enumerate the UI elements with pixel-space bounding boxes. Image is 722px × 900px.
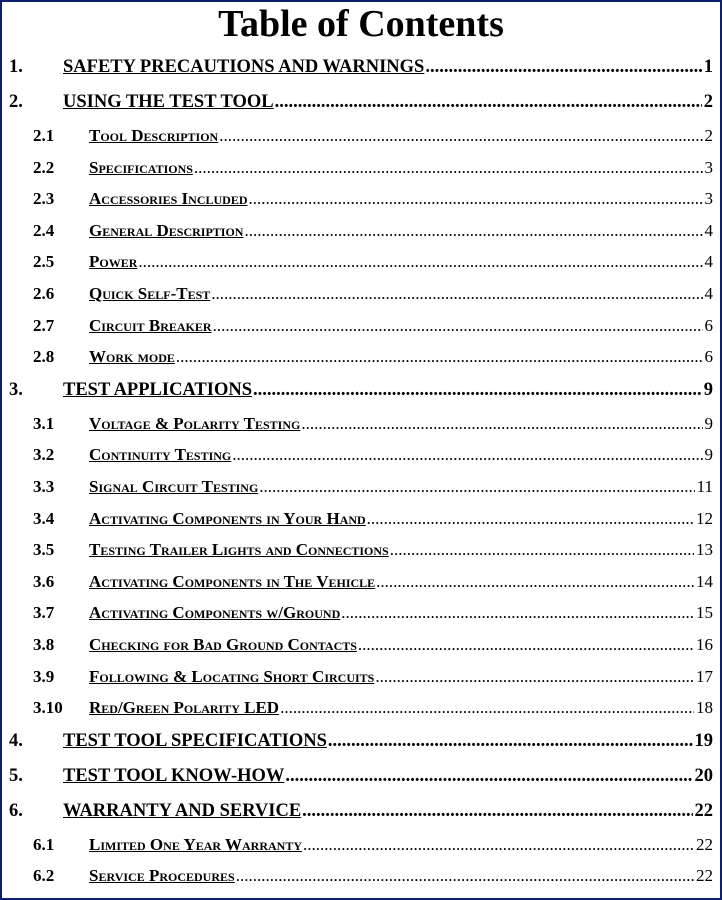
toc-entry-link[interactable]: TEST TOOL SPECIFICATIONS [63, 730, 327, 751]
toc-entry[interactable] [9, 829, 713, 861]
toc-entry-page-number: 11 [696, 476, 713, 496]
toc-entry-link[interactable]: Testing Trailer Lights and Connections [89, 540, 389, 560]
toc-entry[interactable] [9, 50, 713, 85]
toc-entry-link[interactable]: Voltage & Polarity Testing [89, 413, 301, 433]
toc-entry-link[interactable]: General Description [89, 220, 244, 240]
toc-entry-number: 3.1 [33, 413, 55, 433]
toc-entry-number: 2.8 [33, 347, 55, 367]
dot-leader [280, 692, 694, 724]
toc-entry-link[interactable]: Checking for Bad Ground Contacts [89, 634, 357, 654]
toc-entry-link[interactable]: Activating Components in The Vehicle [89, 571, 376, 591]
dot-leader [285, 759, 692, 794]
toc-entry-page-number: 9 [704, 413, 713, 433]
toc-entry-number: 3.9 [33, 666, 55, 686]
toc-entry[interactable] [9, 692, 713, 724]
dot-leader [219, 120, 702, 152]
toc-entry-number: 2.1 [33, 126, 55, 145]
toc-entry-page-number: 2 [704, 126, 713, 145]
toc-entry[interactable] [9, 85, 713, 120]
toc-entry-link[interactable]: Quick Self-Test [89, 283, 211, 303]
toc-list [9, 50, 713, 892]
toc-entry-page-number: 12 [696, 508, 713, 528]
toc-entry[interactable] [9, 794, 713, 829]
toc-entry-page-number: 15 [696, 603, 713, 623]
dot-leader [259, 471, 694, 503]
dot-leader [213, 310, 703, 342]
toc-entry-link[interactable]: TEST TOOL KNOW-HOW [63, 765, 285, 786]
toc-entry-link[interactable]: SAFETY PRECAUTIONS AND WARNINGS [63, 57, 425, 77]
toc-entry-number: 3.2 [33, 445, 55, 465]
toc-entry-link[interactable]: Tool Description [89, 126, 219, 145]
toc-entry-page-number: 6 [704, 347, 713, 367]
toc-entry-page-number: 14 [696, 571, 713, 591]
toc-entry-number: 3.7 [33, 603, 55, 623]
toc-entry-link[interactable]: WARRANTY AND SERVICE [63, 800, 302, 821]
toc-entry-page-number: 9 [703, 379, 713, 400]
dot-leader [303, 829, 694, 861]
toc-entry-page-number: 3 [704, 189, 713, 209]
dot-leader [341, 597, 694, 629]
toc-entry-number: 2.2 [33, 157, 55, 177]
dot-leader [376, 566, 694, 598]
toc-entry[interactable] [9, 183, 713, 215]
toc-entry-number: 2.7 [33, 315, 55, 335]
toc-entry[interactable] [9, 373, 713, 408]
toc-entry[interactable] [9, 278, 713, 310]
toc-entry-number: 3.3 [33, 476, 55, 496]
dot-leader [275, 85, 702, 120]
toc-entry-page-number: 13 [696, 540, 713, 560]
toc-entry-page-number: 19 [694, 730, 713, 751]
dot-leader [211, 278, 702, 310]
toc-entry-link[interactable]: Service Procedures [89, 866, 235, 886]
toc-entry-page-number: 22 [696, 834, 713, 854]
dot-leader [390, 534, 694, 566]
dot-leader [236, 860, 694, 892]
dot-leader [425, 50, 701, 85]
dot-leader [375, 661, 694, 693]
toc-entry-page-number: 1 [703, 57, 713, 77]
toc-entry-number: 6. [9, 800, 23, 821]
toc-entry-number: 6.1 [33, 834, 55, 854]
toc-entry-page-number: 16 [696, 634, 713, 654]
dot-leader [138, 246, 702, 278]
toc-entry-number: 2.6 [33, 283, 55, 303]
toc-entry-number: 2. [9, 92, 23, 112]
toc-entry[interactable] [9, 120, 713, 152]
toc-entry-number: 3.10 [33, 698, 63, 718]
toc-entry-link[interactable]: Specifications [89, 157, 193, 177]
toc-entry-link[interactable]: Red/Green Polarity LED [89, 698, 280, 718]
toc-entry-number: 6.2 [33, 866, 55, 886]
page-title: Table of Contents [218, 3, 504, 45]
toc-entry-number: 4. [9, 730, 23, 751]
toc-entry-page-number: 22 [696, 866, 713, 886]
toc-entry[interactable] [9, 661, 713, 693]
toc-entry-number: 3. [9, 379, 23, 400]
toc-entry[interactable] [9, 566, 713, 598]
toc-entry[interactable] [9, 724, 713, 759]
dot-leader [244, 215, 702, 247]
toc-entry-number: 3.8 [33, 634, 55, 654]
dot-leader [367, 503, 694, 535]
toc-entry[interactable] [9, 629, 713, 661]
toc-entry[interactable] [9, 310, 713, 342]
toc-entry-number: 5. [9, 765, 23, 786]
toc-entry-page-number: 4 [704, 220, 713, 240]
dot-leader [301, 408, 702, 440]
toc-entry-number: 1. [9, 57, 23, 77]
toc-entry-link[interactable]: Work mode [89, 347, 175, 367]
toc-entry-link[interactable]: Accessories Included [89, 189, 248, 209]
toc-entry-page-number: 22 [694, 800, 713, 821]
toc-entry-page-number: 3 [704, 157, 713, 177]
toc-entry-link[interactable]: Limited One Year Warranty [89, 834, 302, 854]
toc-entry[interactable] [9, 597, 713, 629]
toc-entry[interactable] [9, 408, 713, 440]
toc-entry-link[interactable]: Following & Locating Short Circuits [89, 666, 375, 686]
toc-entry-link[interactable]: Signal Circuit Testing [89, 476, 259, 496]
dot-leader [249, 183, 703, 215]
toc-entry-link[interactable]: Power [89, 252, 138, 272]
toc-entry-page-number: 4 [704, 252, 713, 272]
toc-entry-page-number: 20 [694, 765, 713, 786]
toc-entry-link[interactable]: Activating Components in Your Hand [89, 508, 366, 528]
dot-leader [253, 373, 702, 408]
toc-entry-number: 2.3 [33, 189, 55, 209]
dot-leader [194, 152, 703, 184]
toc-entry-page-number: 18 [696, 698, 713, 718]
toc-entry-number: 3.5 [33, 540, 55, 560]
toc-entry-link[interactable]: USING THE TEST TOOL [63, 92, 274, 112]
toc-entry-number: 2.4 [33, 220, 55, 240]
toc-entry[interactable] [9, 215, 713, 247]
toc-entry-link[interactable]: Circuit Breaker [89, 315, 212, 335]
toc-entry[interactable] [9, 152, 713, 184]
toc-entry[interactable] [9, 341, 713, 373]
dot-leader [302, 794, 692, 829]
toc-entry-number: 2.5 [33, 252, 55, 272]
toc-entry-page-number: 9 [704, 445, 713, 465]
toc-entry[interactable] [9, 534, 713, 566]
dot-leader [358, 629, 694, 661]
toc-entry-page-number: 6 [704, 315, 713, 335]
toc-entry-number: 3.6 [33, 571, 55, 591]
toc-entry[interactable] [9, 503, 713, 535]
toc-entry-link[interactable]: TEST APPLICATIONS [63, 379, 253, 400]
toc-entry-number: 3.4 [33, 508, 55, 528]
dot-leader [328, 724, 693, 759]
toc-entry-page-number: 17 [696, 666, 713, 686]
toc-entry[interactable] [9, 439, 713, 471]
toc-entry[interactable] [9, 246, 713, 278]
toc-entry-page-number: 2 [703, 92, 713, 112]
dot-leader [232, 439, 702, 471]
dot-leader [176, 341, 703, 373]
toc-entry-page-number: 4 [704, 283, 713, 303]
toc-entry[interactable] [9, 471, 713, 503]
toc-entry-link[interactable]: Continuity Testing [89, 445, 232, 465]
toc-entry[interactable] [9, 759, 713, 794]
toc-entry-link[interactable]: Activating Components w/Ground [89, 603, 341, 623]
toc-entry[interactable] [9, 860, 713, 892]
